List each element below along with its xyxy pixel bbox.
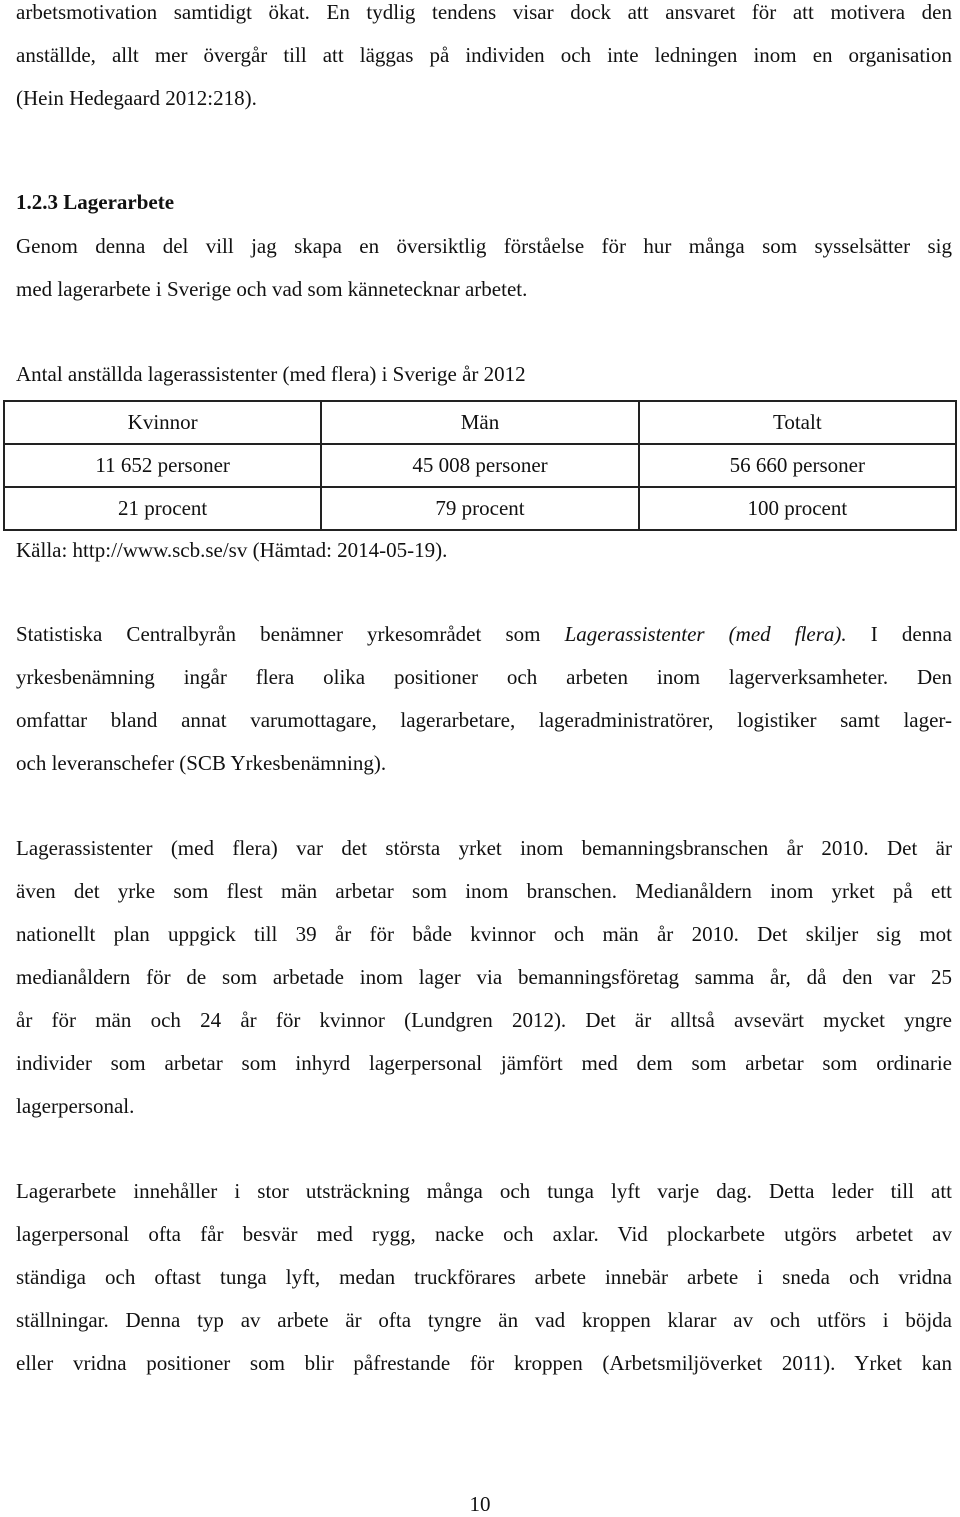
para3-line: ständiga och oftast tunga lyft, medan truckförares arbete innebär arbete i sneda och vridna [16,1265,952,1289]
page-number: 10 [469,1492,491,1516]
table-cell: 45 008 personer [321,444,638,487]
statistics-table [3,400,957,531]
table-caption: Antal anställda lagerassistenter (med flera) i Sverige år 2012 [16,362,526,386]
table-cell: 100 procent [639,487,956,530]
table-cell: 79 procent [321,487,638,530]
para2-line: även det yrke som flest män arbetar som inom branschen. Medianåldern inom yrket på ett [16,879,952,903]
section-line: med lagerarbete i Sverige och vad som kännetecknar arbetet. [16,277,528,301]
header-cell-kvinnor: Kvinnor [4,401,321,444]
intro-line: arbetsmotivation samtidigt ökat. En tydlig tendens visar dock att ansvaret för att motivera den [16,0,952,24]
section-line: Genom denna del vill jag skapa en översiktlig förståelse för hur många som sysselsätter sig [16,234,952,258]
para2-line: nationellt plan uppgick till 39 år för både kvinnor och män år 2010. Det skiljer sig mot [16,922,952,946]
intro-line: anställde, allt mer övergår till att läggas på individen och inte ledningen inom en organisation [16,43,952,67]
para1-text: I denna [870,622,952,646]
para2-line: år för män och 24 år för kvinnor (Lundgren 2012). Det är alltså avsevärt mycket yngre [16,1008,952,1032]
para2-line: medianåldern för de som arbetade inom lager via bemanningsföretag samma år, då den var 25 [16,965,952,989]
para1-line: och leveranschefer (SCB Yrkesbenämning). [16,751,387,775]
para3-line: eller vridna positioner som blir påfrestande för kroppen (Arbetsmiljöverket 2011). Yrket kan [16,1351,952,1375]
para3-line: Lagerarbete innehåller i stor utsträckning många och tunga lyft varje dag. Detta leder till att [16,1179,952,1203]
table-row [4,487,956,530]
table-source: Källa: http://www.scb.se/sv (Hämtad: 2014-05-19). [16,538,448,562]
para1-line [16,624,952,645]
table-cell: 56 660 personer [639,444,956,487]
section-heading: 1.2.3 Lagerarbete [16,190,175,214]
para3-line: lagerpersonal ofta får besvär med rygg, nacke och axlar. Vid plockarbete utgörs arbetet av [16,1222,952,1246]
para1-line: omfattar bland annat varumottagare, lagerarbetare, lageradministratörer, logistiker samt lager- [16,708,952,732]
table-cell: 11 652 personer [4,444,321,487]
table-header-row [4,401,956,444]
para3-line: ställningar. Denna typ av arbete är ofta tyngre än vad kroppen klarar av och utförs i böjda [16,1308,952,1332]
intro-line: (Hein Hedegaard 2012:218). [16,86,257,110]
para2-line: individer som arbetar som inhyrd lagerpersonal jämfört med dem som arbetar som ordinarie [16,1051,952,1075]
para2-line: Lagerassistenter (med flera) var det största yrket inom bemanningsbranschen år 2010. Det är [16,836,952,860]
para1-italic-term: Lagerassistenter (med flera). [564,622,847,646]
para2-line: lagerpersonal. [16,1094,135,1118]
header-cell-man: Män [321,401,638,444]
para1-text: Statistiska Centralbyrån benämner yrkesområdet som [16,622,541,646]
table-cell: 21 procent [4,487,321,530]
header-cell-totalt: Totalt [639,401,956,444]
para1-line: yrkesbenämning ingår flera olika positioner och arbeten inom lagerverksamheter. Den [16,665,952,689]
table-row [4,444,956,487]
